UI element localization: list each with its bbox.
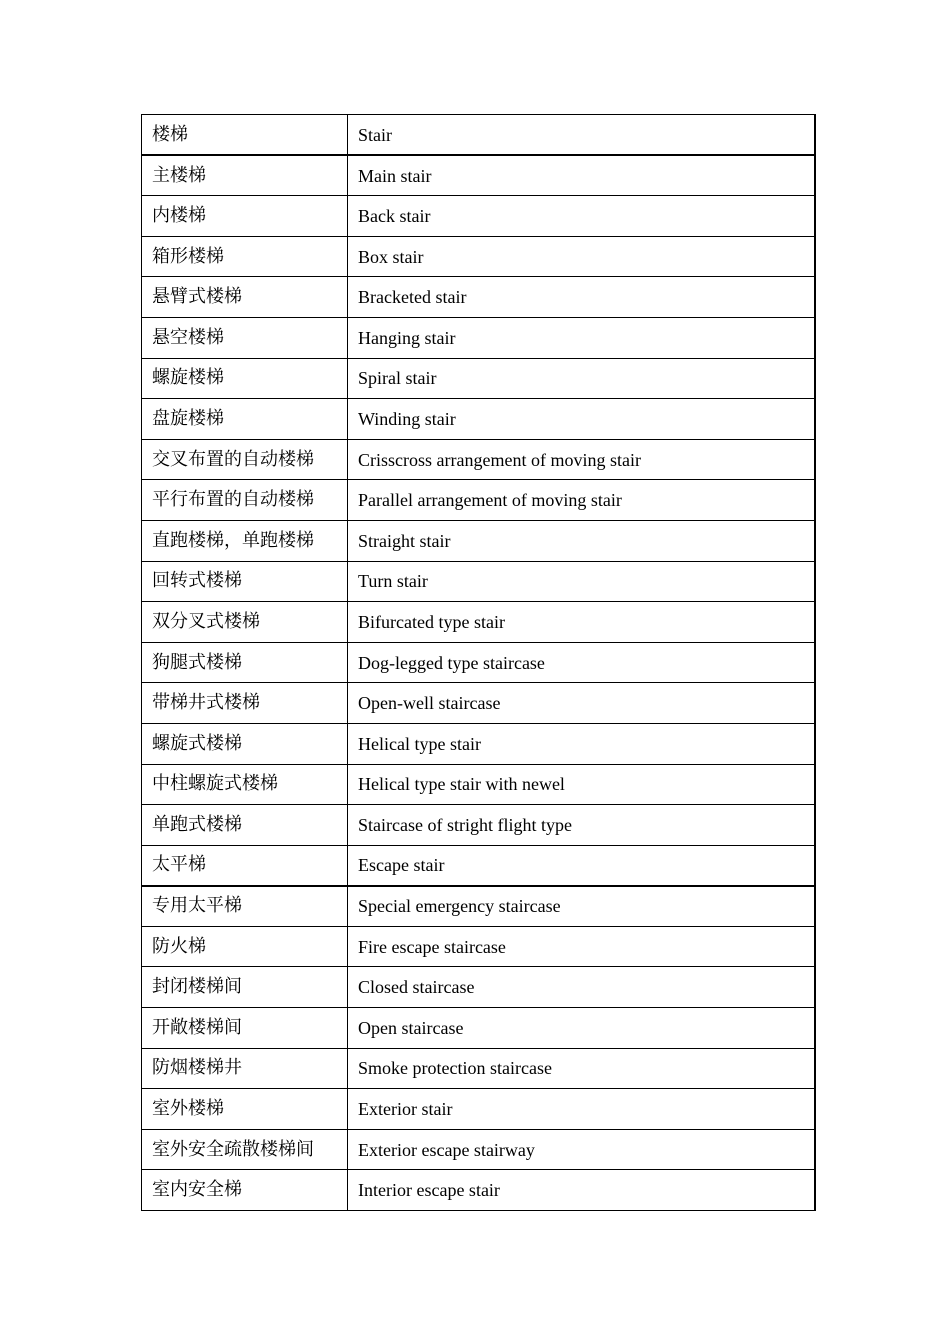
english-term-cell: Bifurcated type stair: [348, 602, 815, 643]
chinese-term-cell: 直跑楼梯，单跑楼梯: [142, 520, 348, 561]
table-row: [142, 1008, 815, 1049]
chinese-term-cell: 封闭楼梯间: [142, 967, 348, 1008]
table-row: [142, 926, 815, 967]
english-term-cell: Helical type stair: [348, 723, 815, 764]
chinese-term-cell: 室外楼梯: [142, 1089, 348, 1130]
chinese-term-cell: 箱形楼梯: [142, 236, 348, 277]
english-term-cell: Open staircase: [348, 1008, 815, 1049]
chinese-term-cell: 盘旋楼梯: [142, 399, 348, 440]
english-term-cell: Interior escape stair: [348, 1170, 815, 1211]
chinese-term-cell: 单跑式楼梯: [142, 805, 348, 846]
chinese-term-cell: 室外安全疏散楼梯间: [142, 1129, 348, 1170]
chinese-term-cell: 悬臂式楼梯: [142, 277, 348, 318]
table-row: [142, 317, 815, 358]
chinese-term-cell: 内楼梯: [142, 196, 348, 237]
table-row: [142, 723, 815, 764]
chinese-term-cell: 交叉布置的自动楼梯: [142, 439, 348, 480]
english-term-cell: Exterior escape stairway: [348, 1129, 815, 1170]
chinese-term-cell: 螺旋式楼梯: [142, 723, 348, 764]
chinese-term-cell: 狗腿式楼梯: [142, 642, 348, 683]
english-term-cell: Straight stair: [348, 520, 815, 561]
table-row: [142, 886, 815, 927]
chinese-term-cell: 平行布置的自动楼梯: [142, 480, 348, 521]
english-term-cell: Box stair: [348, 236, 815, 277]
english-term-cell: Helical type stair with newel: [348, 764, 815, 805]
english-term-cell: Winding stair: [348, 399, 815, 440]
table-row: [142, 845, 815, 886]
english-term-cell: Spiral stair: [348, 358, 815, 399]
english-term-cell: Turn stair: [348, 561, 815, 602]
table-row: [142, 642, 815, 683]
table-row: [142, 1170, 815, 1211]
table-row: [142, 602, 815, 643]
table-row: [142, 683, 815, 724]
table-row: [142, 764, 815, 805]
english-term-cell: Special emergency staircase: [348, 886, 815, 927]
english-term-cell: Staircase of stright flight type: [348, 805, 815, 846]
chinese-term-cell: 专用太平梯: [142, 886, 348, 927]
english-term-cell: Back stair: [348, 196, 815, 237]
english-term-cell: Parallel arrangement of moving stair: [348, 480, 815, 521]
glossary-table: [141, 114, 816, 1211]
english-term-cell: Crisscross arrangement of moving stair: [348, 439, 815, 480]
english-term-cell: Main stair: [348, 155, 815, 196]
table-row: [142, 561, 815, 602]
chinese-term-cell: 中柱螺旋式楼梯: [142, 764, 348, 805]
chinese-term-cell: 主楼梯: [142, 155, 348, 196]
chinese-term-cell: 螺旋楼梯: [142, 358, 348, 399]
english-term-cell: Fire escape staircase: [348, 926, 815, 967]
table-row: [142, 1048, 815, 1089]
english-term-cell: Stair: [348, 115, 815, 156]
table-row: [142, 155, 815, 196]
table-row: [142, 277, 815, 318]
english-term-cell: Hanging stair: [348, 317, 815, 358]
english-term-cell: Bracketed stair: [348, 277, 815, 318]
chinese-term-cell: 太平梯: [142, 845, 348, 886]
chinese-term-cell: 回转式楼梯: [142, 561, 348, 602]
table-row: [142, 439, 815, 480]
chinese-term-cell: 双分叉式楼梯: [142, 602, 348, 643]
english-term-cell: Exterior stair: [348, 1089, 815, 1130]
chinese-term-cell: 开敞楼梯间: [142, 1008, 348, 1049]
english-term-cell: Dog-legged type staircase: [348, 642, 815, 683]
chinese-term-cell: 悬空楼梯: [142, 317, 348, 358]
chinese-term-cell: 楼梯: [142, 115, 348, 156]
table-row: [142, 399, 815, 440]
table-row: [142, 480, 815, 521]
table-row: [142, 115, 815, 156]
chinese-term-cell: 室内安全梯: [142, 1170, 348, 1211]
table-row: [142, 236, 815, 277]
table-row: [142, 1129, 815, 1170]
chinese-term-cell: 带梯井式楼梯: [142, 683, 348, 724]
english-term-cell: Escape stair: [348, 845, 815, 886]
table-row: [142, 358, 815, 399]
chinese-term-cell: 防烟楼梯井: [142, 1048, 348, 1089]
english-term-cell: Closed staircase: [348, 967, 815, 1008]
english-term-cell: Open-well staircase: [348, 683, 815, 724]
english-term-cell: Smoke protection staircase: [348, 1048, 815, 1089]
table-row: [142, 805, 815, 846]
table-row: [142, 520, 815, 561]
glossary-body: [142, 115, 815, 1211]
table-row: [142, 196, 815, 237]
table-row: [142, 1089, 815, 1130]
table-row: [142, 967, 815, 1008]
chinese-term-cell: 防火梯: [142, 926, 348, 967]
